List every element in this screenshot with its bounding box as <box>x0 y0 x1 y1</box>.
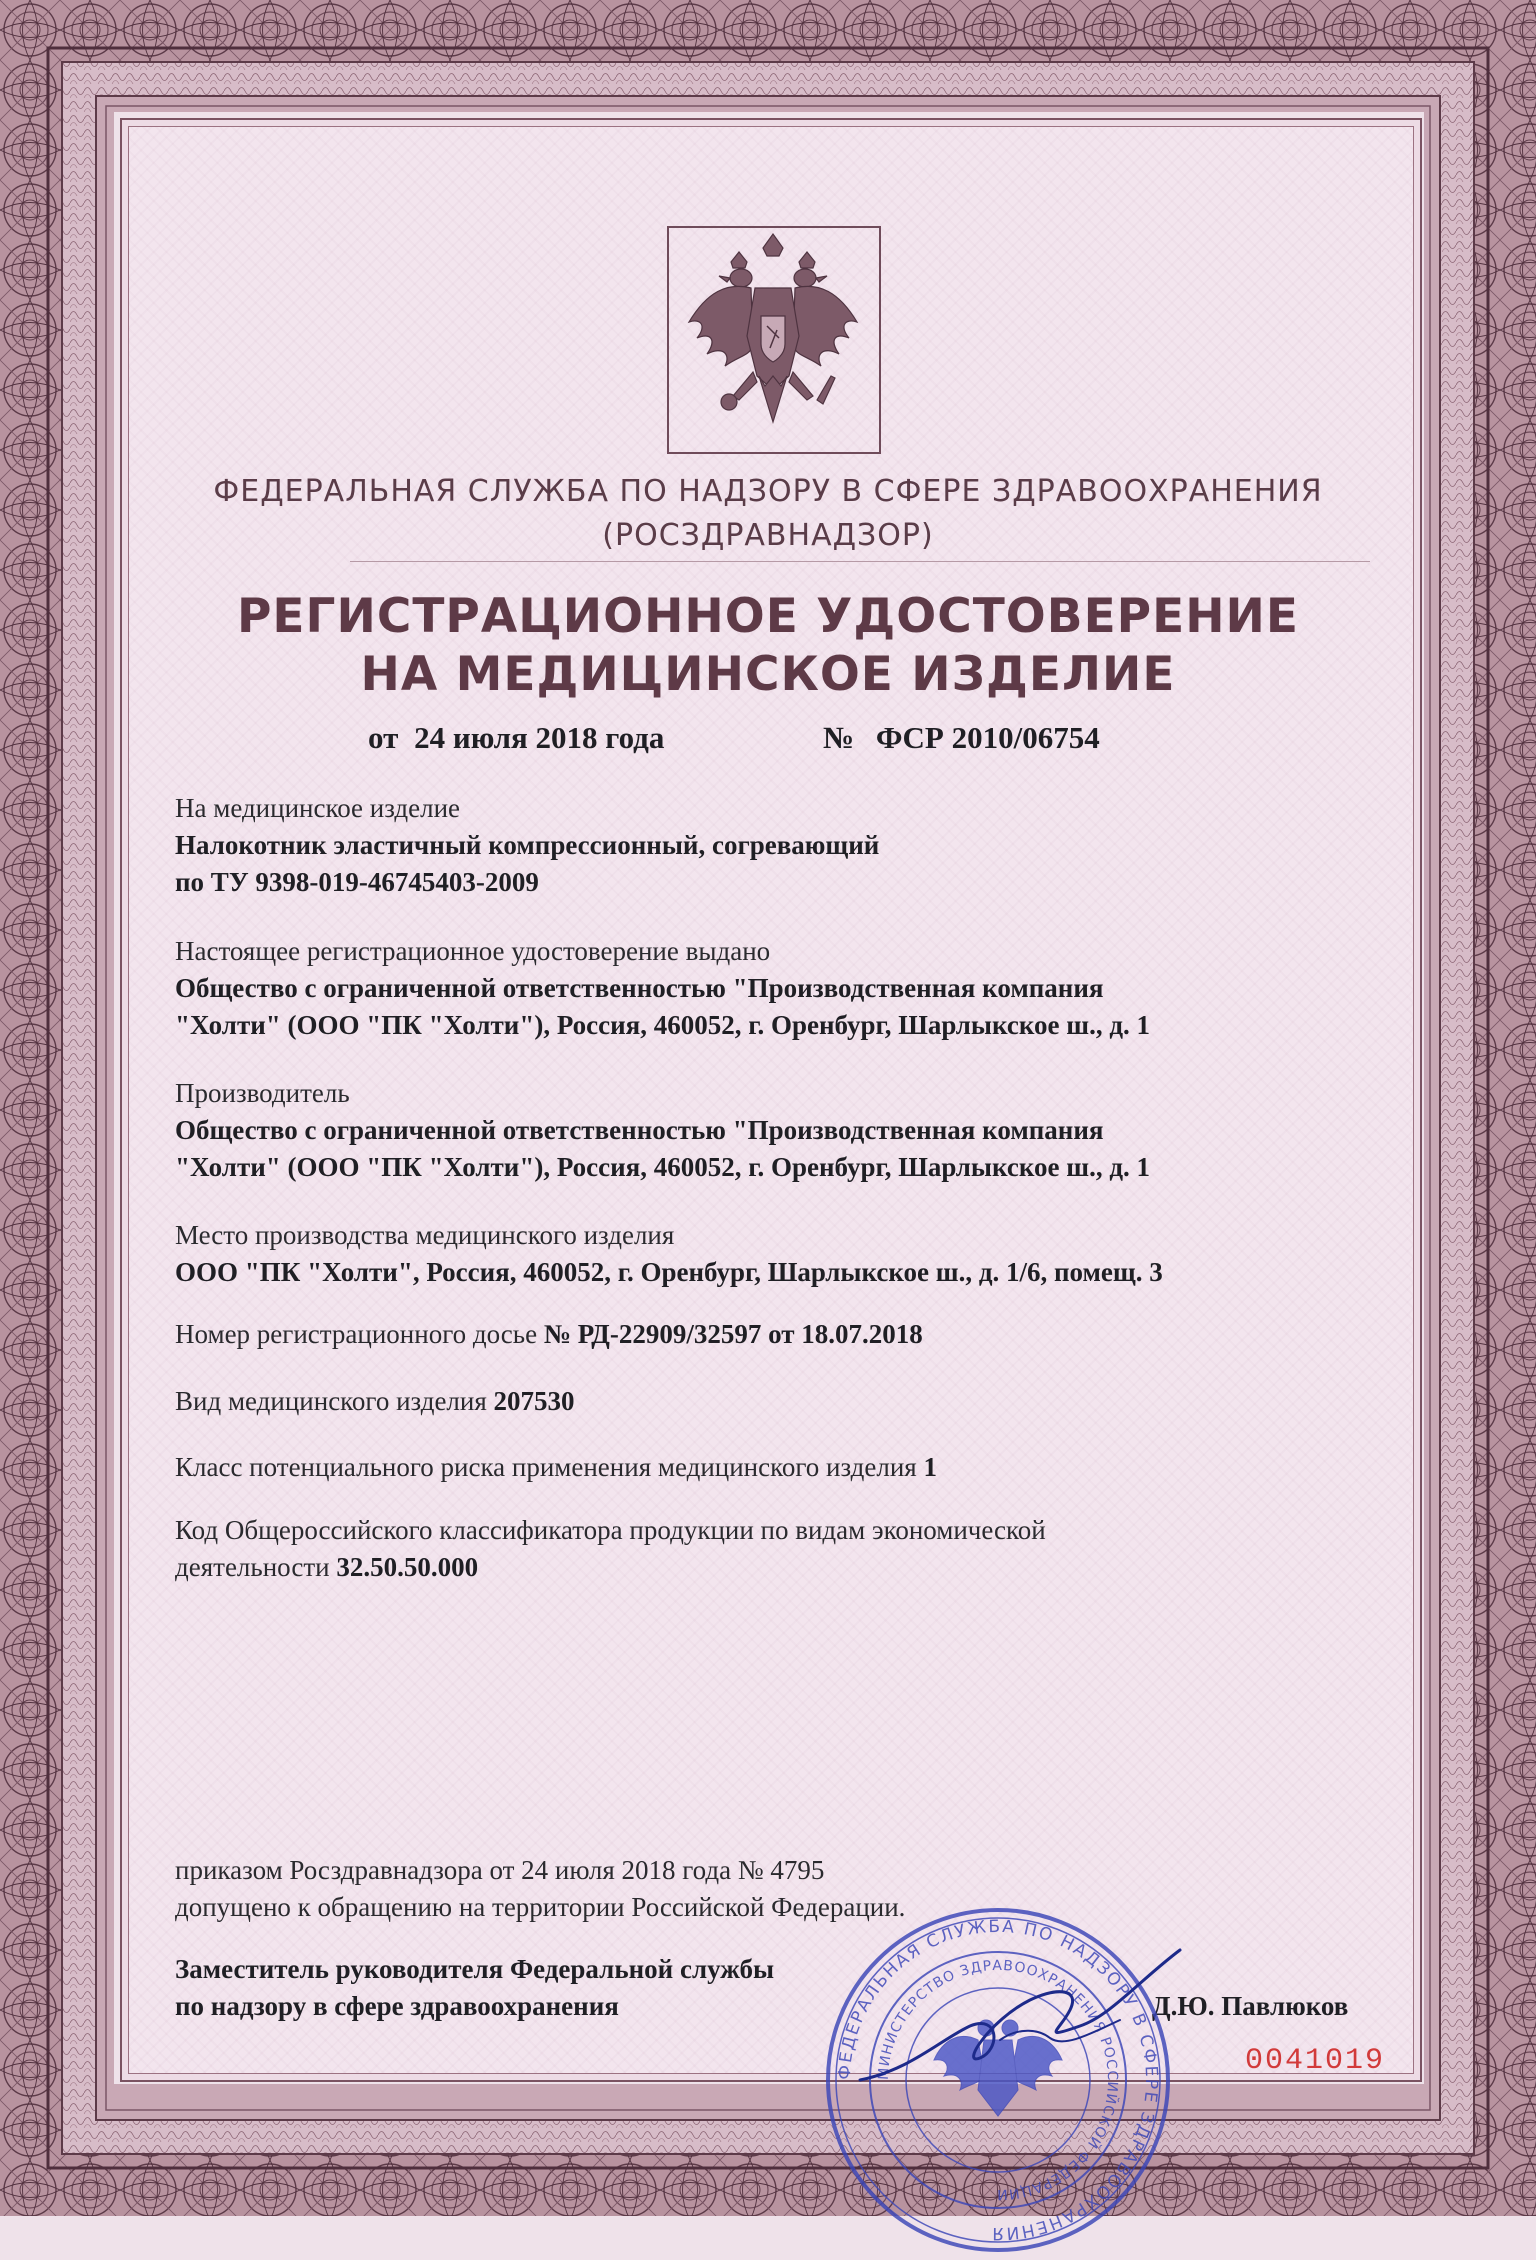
issued-to-line1: Общество с ограниченной ответственностью "Производственная компания <box>175 973 1104 1003</box>
certificate-date-line <box>368 720 664 756</box>
header-divider <box>350 561 1370 562</box>
certificate-title-line1: РЕГИСТРАЦИОННОЕ УДОСТОВЕРЕНИЕ <box>236 589 1299 644</box>
device-type-label: Вид медицинского изделия <box>175 1386 487 1416</box>
signatory-title-line1: Заместитель руководителя Федеральной службы <box>175 1954 775 1984</box>
stamp-inner-text: МИНИСТЕРСТВО ЗДРАВООХРАНЕНИЯ РОССИЙСКОЙ ФЕДЕРАЦИИ <box>875 1957 1121 2203</box>
serial-number: 0041019 <box>1245 2044 1386 2078</box>
order-line2: допущено к обращению на территории Российской Федерации. <box>175 1892 906 1922</box>
dossier-value: № РД-22909/32597 от 18.07.2018 <box>543 1319 923 1349</box>
certificate-number: ФСР 2010/06754 <box>875 720 1100 755</box>
issued-to-label: Настоящее регистрационное удостоверение выдано <box>175 936 771 966</box>
certificate-title <box>0 588 1536 704</box>
signatory-title-line2: по надзору в сфере здравоохранения <box>175 1991 619 2021</box>
dossier-label: Номер регистрационного досье <box>175 1319 538 1349</box>
device-name-line1: Налокотник эластичный компрессионный, согревающий <box>175 830 880 860</box>
okpd-label-line2: деятельности <box>175 1552 330 1582</box>
device-type-value: 207530 <box>493 1386 575 1416</box>
production-site-value: ООО "ПК "Холти", Россия, 460052, г. Оренбург, Шарлыкское ш., д. 1/6, помещ. 3 <box>175 1257 1163 1287</box>
agency-name-line1: ФЕДЕРАЛЬНАЯ СЛУЖБА ПО НАДЗОРУ В СФЕРЕ ЗДРАВООХРАНЕНИЯ <box>213 474 1323 509</box>
device-label: На медицинское изделие <box>175 793 461 823</box>
handwritten-signature <box>850 1930 1190 2100</box>
risk-class-line <box>175 1449 937 1485</box>
okpd-line2 <box>175 1549 478 1585</box>
device-name-line2: по ТУ 9398-019-46745403-2009 <box>175 867 539 897</box>
okpd-label-line1: Код Общероссийского классификатора продукции по видам экономической <box>175 1515 1046 1545</box>
manufacturer-line1: Общество с ограниченной ответственностью "Производственная компания <box>175 1115 1104 1145</box>
signatory-name: Д.Ю. Павлюков <box>1152 1991 1349 2021</box>
manufacturer-line2: "Холти" (ООО "ПК "Холти"), Россия, 460052, г. Оренбург, Шарлыкское ш., д. 1 <box>175 1152 1150 1182</box>
order-line1: приказом Росздравнадзора от 24 июля 2018 года № 4795 <box>175 1855 825 1885</box>
dossier-line <box>175 1316 923 1352</box>
double-headed-eagle-emblem <box>667 226 879 452</box>
device-type-line <box>175 1383 575 1419</box>
number-symbol: № <box>823 720 855 755</box>
certificate-number-line <box>823 720 1100 756</box>
certificate-date: 24 июля 2018 года <box>414 720 665 755</box>
manufacturer-label: Производитель <box>175 1078 350 1108</box>
risk-class-value: 1 <box>923 1452 937 1482</box>
stamp-outer-text: ФЕДЕРАЛЬНАЯ СЛУЖБА ПО НАДЗОРУ В СФЕРЕ ЗДРАВООХРАНЕНИЯ <box>834 1916 1162 2244</box>
certificate-title-line2: НА МЕДИЦИНСКОЕ ИЗДЕЛИЕ <box>360 647 1176 702</box>
date-prefix: от <box>368 720 399 755</box>
production-site-label: Место производства медицинского изделия <box>175 1220 675 1250</box>
risk-class-label: Класс потенциального риска применения медицинского изделия <box>175 1452 917 1482</box>
issued-to-line2: "Холти" (ООО "ПК "Холти"), Россия, 460052, г. Оренбург, Шарлыкское ш., д. 1 <box>175 1010 1150 1040</box>
okpd-value: 32.50.50.000 <box>336 1552 479 1582</box>
agency-name-line2: (РОСЗДРАВНАДЗОР) <box>602 518 934 553</box>
agency-name <box>0 470 1536 558</box>
